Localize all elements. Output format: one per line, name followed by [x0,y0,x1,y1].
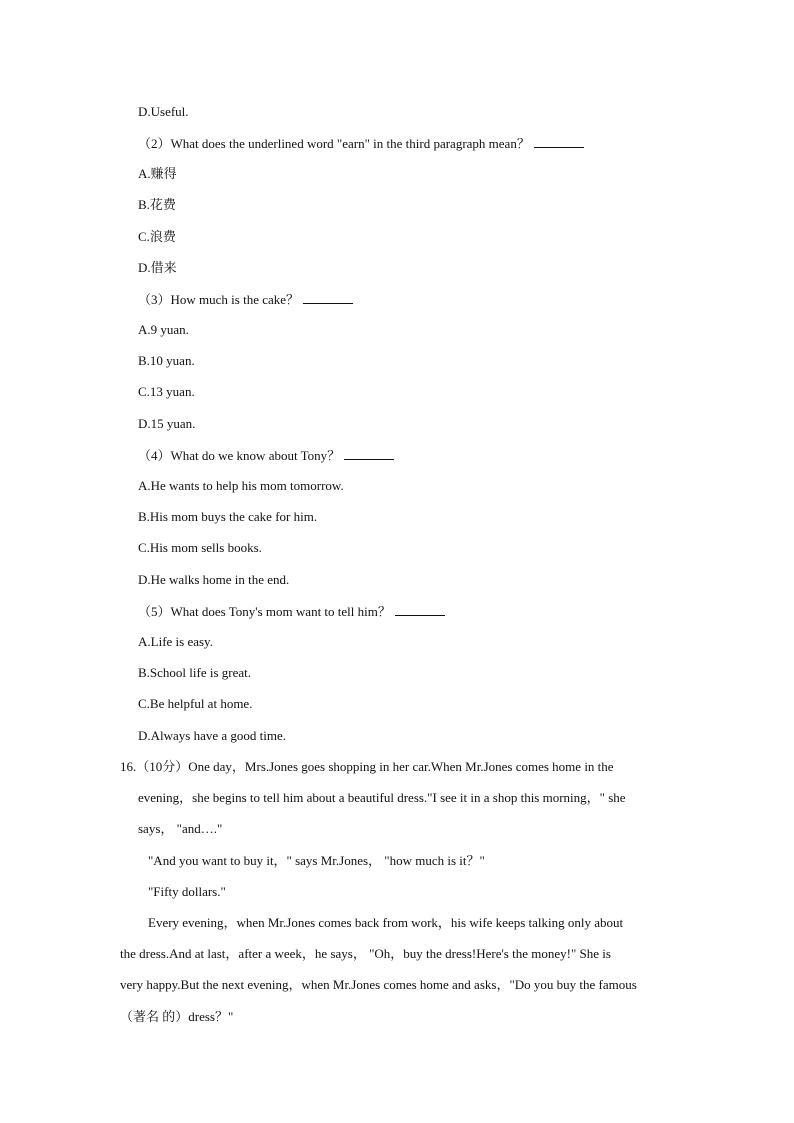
q4-question [138,447,394,464]
q16-line-9: （著名 的）dress？" [120,1009,234,1024]
q2-question [138,135,584,152]
answer-blank[interactable] [344,447,394,460]
q4-option-c: C.His mom sells books. [138,540,262,555]
q16-line-3: says， "and…." [138,821,223,836]
q5-option-b: B.School life is great. [138,665,252,680]
q2-option-c: C.浪费 [138,229,176,244]
q5-option-d: D.Always have a good time. [138,728,287,743]
q5-option-a: A.Life is easy. [138,634,213,649]
answer-blank[interactable] [395,603,445,616]
q3-option-a: A.9 yuan. [138,322,189,337]
q4-option-d: D.He walks home in the end. [138,572,290,587]
q16-line-8: very happy.But the next evening，when Mr.Jones comes home and asks，"Do you buy the famous [120,977,637,992]
answer-blank[interactable] [534,135,584,148]
q5-question [138,603,445,620]
q2-option-b: B.花费 [138,197,176,212]
q3-question [138,291,353,308]
q2-option-a: A.赚得 [138,166,177,181]
q5-question-text: （5）What does Tony's mom want to tell him？ [138,604,391,619]
q4-option-a: A.He wants to help his mom tomorrow. [138,478,344,493]
q3-question-text: （3）How much is the cake？ [138,292,300,307]
q2-question-text: （2）What does the underlined word "earn" in the third paragraph mean？ [138,136,530,151]
q1-option-d: D.Useful. [138,104,189,119]
q4-question-text: （4）What do we know about Tony？ [138,448,341,463]
q4-option-b: B.His mom buys the cake for him. [138,509,318,524]
q16-line-4: "And you want to buy it，" says Mr.Jones， "how much is it？" [148,853,485,868]
q2-option-d: D.借来 [138,260,177,275]
q16-line-1: 16.（10分）One day，Mrs.Jones goes shopping in her car.When Mr.Jones comes home in the [120,759,614,774]
q3-option-b: B.10 yuan. [138,353,195,368]
q16-line-5: "Fifty dollars." [148,884,226,899]
q16-line-2: evening，she begins to tell him about a beautiful dress."I see it in a shop this morning，" she [138,790,626,805]
q16-line-7: the dress.And at last，after a week，he says， "Oh，buy the dress!Here's the money!" She is [120,946,611,961]
answer-blank[interactable] [303,291,353,304]
q3-option-d: D.15 yuan. [138,416,196,431]
q5-option-c: C.Be helpful at home. [138,696,253,711]
q3-option-c: C.13 yuan. [138,384,195,399]
q16-line-6: Every evening，when Mr.Jones comes back from work，his wife keeps talking only about [148,915,624,930]
